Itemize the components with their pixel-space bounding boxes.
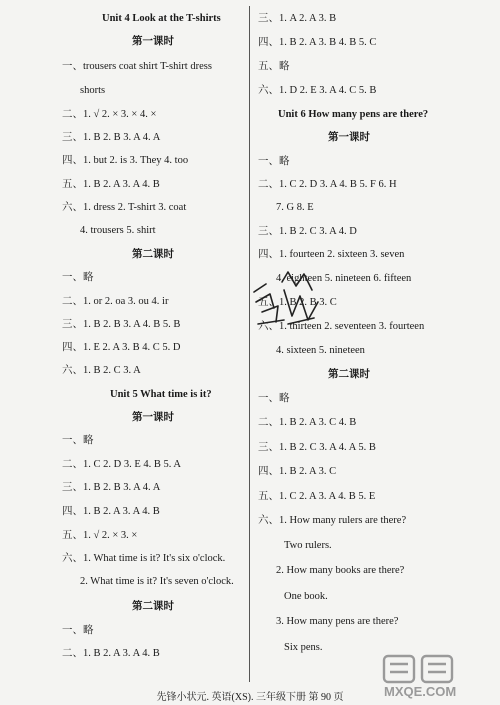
right-answer-line: 二、1. C 2. D 3. A 4. B 5. F 6. H <box>258 179 397 190</box>
left-lesson-heading: 第一课时 <box>132 36 174 47</box>
left-answer-line: 三、1. B 2. B 3. A 4. B 5. B <box>62 319 181 330</box>
left-answer-line: 四、1. E 2. A 3. B 4. C 5. D <box>62 342 181 353</box>
right-answer-line: 二、1. B 2. A 3. C 4. B <box>258 417 357 428</box>
right-answer-line: 四、1. fourteen 2. sixteen 3. seven <box>258 249 405 260</box>
left-lesson-heading: 第一课时 <box>132 412 174 423</box>
left-answer-line: 一、略 <box>62 435 94 446</box>
right-answer-line: 4. eighteen 5. nineteen 6. fifteen <box>276 273 412 284</box>
right-answer-line: 六、1. thirteen 2. seventeen 3. fourteen <box>258 321 425 332</box>
right-answer-line: 7. G 8. E <box>276 202 314 213</box>
right-lesson-heading: 第一课时 <box>328 132 370 143</box>
right-answer-line: 五、1. B 2. B 3. C <box>258 297 337 308</box>
right-answer-line: 四、1. B 2. A 3. C <box>258 466 337 477</box>
handwritten-scribble <box>248 262 326 332</box>
right-unit-title: Unit 6 How many pens are there? <box>278 109 429 120</box>
left-lesson-heading: 第二课时 <box>132 601 174 612</box>
page-footer: 先锋小状元. 英语(XS). 三年级下册 第 90 页 <box>156 692 344 703</box>
right-answer-line: Two rulers. <box>284 540 332 551</box>
left-answer-line: 二、1. B 2. A 3. A 4. B <box>62 648 160 659</box>
right-answer-line: 三、1. A 2. A 3. B <box>258 13 337 24</box>
left-answer-line: 二、1. √ 2. × 3. × 4. × <box>62 109 157 120</box>
right-answer-line: 三、1. B 2. C 3. A 4. A 5. B <box>258 442 376 453</box>
left-answer-line: 六、1. What time is it? It's six o'clock. <box>62 553 226 564</box>
right-answer-line: 一、略 <box>258 393 290 404</box>
right-answer-line: One book. <box>284 591 328 602</box>
left-answer-line: 五、1. B 2. A 3. A 4. B <box>62 179 160 190</box>
left-answer-line: 五、1. √ 2. × 3. × <box>62 530 138 541</box>
left-unit-title: Unit 5 What time is it? <box>110 389 212 400</box>
left-answer-line: 一、略 <box>62 272 94 283</box>
right-answer-line: 3. How many pens are there? <box>276 616 399 627</box>
left-answer-line: 四、1. B 2. A 3. A 4. B <box>62 506 160 517</box>
left-answer-line: shorts <box>80 85 106 96</box>
left-answer-line: 三、1. B 2. B 3. A 4. A <box>62 482 161 493</box>
left-answer-line: 二、1. or 2. oa 3. ou 4. ir <box>62 296 169 307</box>
left-answer-line: 4. trousers 5. shirt <box>80 225 156 236</box>
left-answer-line: 三、1. B 2. B 3. A 4. A <box>62 132 161 143</box>
svg-text:MXQE.COM: MXQE.COM <box>384 684 457 699</box>
right-answer-line: 4. sixteen 5. nineteen <box>276 345 365 356</box>
right-answer-line: Six pens. <box>284 642 323 653</box>
right-answer-line: 六、1. How many rulers are there? <box>258 515 407 526</box>
right-answer-line: 四、1. B 2. A 3. B 4. B 5. C <box>258 37 377 48</box>
right-answer-line: 三、1. B 2. C 3. A 4. D <box>258 226 357 237</box>
right-answer-line: 五、略 <box>258 61 290 72</box>
left-answer-line: 2. What time is it? It's seven o'clock. <box>80 576 234 587</box>
left-answer-line: 一、trousers coat shirt T-shirt dress <box>62 61 212 72</box>
column-divider <box>249 6 250 682</box>
right-answer-line: 2. How many books are there? <box>276 565 405 576</box>
right-answer-line: 一、略 <box>258 156 290 167</box>
left-answer-line: 二、1. C 2. D 3. E 4. B 5. A <box>62 459 182 470</box>
right-answer-line: 六、1. D 2. E 3. A 4. C 5. B <box>258 85 377 96</box>
left-answer-line: 四、1. but 2. is 3. They 4. too <box>62 155 189 166</box>
left-lesson-heading: 第二课时 <box>132 249 174 260</box>
left-answer-line: 六、1. dress 2. T-shirt 3. coat <box>62 202 187 213</box>
left-answer-line: 六、1. B 2. C 3. A <box>62 365 141 376</box>
left-unit-title: Unit 4 Look at the T-shirts <box>102 13 221 24</box>
right-answer-line: 五、1. C 2. A 3. A 4. B 5. E <box>258 491 376 502</box>
left-answer-line: 一、略 <box>62 625 94 636</box>
right-lesson-heading: 第二课时 <box>328 369 370 380</box>
